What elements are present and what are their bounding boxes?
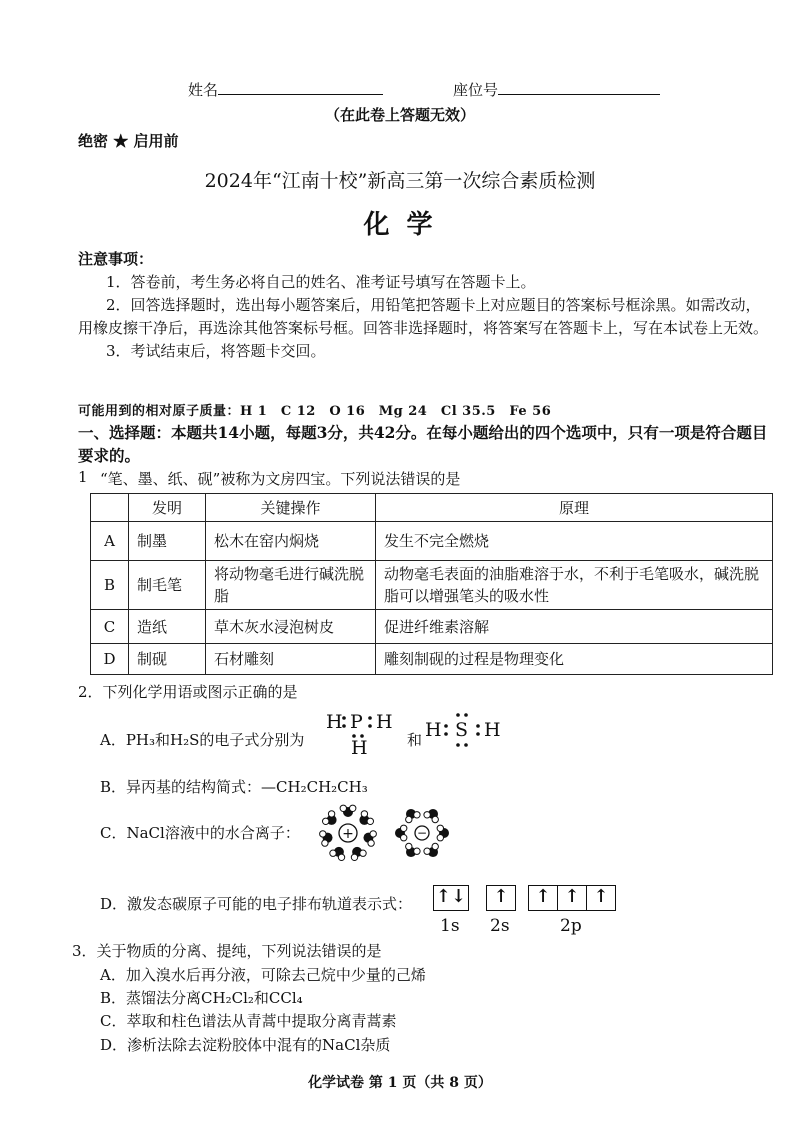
row-label: A <box>91 522 129 561</box>
section-heading: 一、选择题：本题共14小题，每题3分，共42分。在每小题给出的四个选项中，只有一项是符合题目要求的。 <box>78 423 768 465</box>
table-header-cell: 原理 <box>376 494 773 522</box>
notice-list <box>78 271 775 363</box>
water-molecule <box>320 831 333 847</box>
ph3-h-bottom: H <box>351 737 368 758</box>
notice-item: 2．回答选择题时，选出每小题答案后，用铅笔把答题卡上对应题目的答案标号框涂黑。如需改动，用橡皮擦干净后，再选涂其他答案标号框。回答非选择题时，将答案写在答题卡上，写在本试卷上无效。 <box>78 296 769 337</box>
electron-dot <box>368 724 372 728</box>
row-operation: 草木灰水浸泡树皮 <box>206 610 376 644</box>
table-header-cell <box>91 494 129 522</box>
q3-stem: 3．关于物质的分离、提纯，下列说法错误的是 <box>72 942 382 960</box>
water-molecule <box>340 805 356 817</box>
row-label: B <box>91 561 129 610</box>
orbital-2p-box <box>528 885 616 911</box>
water-molecule <box>437 825 449 841</box>
water-molecule <box>359 811 373 825</box>
hydrogen-atom <box>367 818 373 824</box>
row-operation: 松木在窑内焖烧 <box>206 522 376 561</box>
q2-option-a: A．PH₃和H₂S的电子式分别为 <box>100 731 305 749</box>
orbital-cell: ↑ <box>557 886 586 910</box>
orbital-label-2s: 2s <box>490 916 510 936</box>
orbital-label-1s: 1s <box>440 916 460 936</box>
secret-mark: 绝密 ★ 启用前 <box>78 132 179 150</box>
ph3-h-right: H <box>376 711 393 733</box>
row-operation: 石材雕刻 <box>206 644 376 675</box>
electron-dot <box>368 716 372 720</box>
electron-dot <box>342 724 346 728</box>
hydrogen-atom <box>414 848 420 854</box>
q3-option-c: C．萃取和柱色谱法从青蒿中提取分离青蒿素 <box>100 1012 397 1030</box>
exam-title: 2024年“江南十校”新高三第一次综合素质检测 <box>204 170 596 192</box>
orbital-cell: ↑ <box>535 886 551 907</box>
q1-stem: “笔、墨、纸、砚”被称为文房四宝。下列说法错误的是 <box>100 470 461 488</box>
h2s-s: S <box>455 719 469 741</box>
hydrogen-atom <box>370 831 376 837</box>
row-principle: 促进纤维素溶解 <box>376 610 773 644</box>
electron-dot <box>456 713 460 717</box>
water-molecule <box>424 843 439 857</box>
orbital-1s-box <box>433 885 469 911</box>
hydrogen-atom <box>406 843 412 849</box>
row-invention: 制墨 <box>129 522 206 561</box>
table-header-cell: 发明 <box>129 494 206 522</box>
name-field <box>188 78 383 100</box>
q2-option-c: C．NaCl溶液中的水合离子： <box>100 824 300 842</box>
row-label: D <box>91 644 129 675</box>
hydrogen-atom <box>338 854 344 860</box>
orbital-label-2p: 2p <box>560 916 582 936</box>
hydrogen-atom <box>322 840 328 846</box>
row-invention: 制砚 <box>129 644 206 675</box>
hydrogen-atom <box>424 812 430 818</box>
electron-dot <box>464 743 468 747</box>
water-molecule <box>363 831 376 847</box>
hydrogen-atom <box>401 835 407 841</box>
h2s-h-left: H <box>425 719 442 741</box>
hydrogen-atom <box>424 848 430 854</box>
water-molecule <box>395 825 407 841</box>
electron-dot <box>456 743 460 747</box>
q3-option-a: A．加入溴水后再分液，可除去己烷中少量的己烯 <box>100 966 426 984</box>
table-header-row <box>91 494 773 522</box>
atomic-masses: 可能用到的相对原子质量：H 1 C 12 O 16 Mg 24 Cl 35.5 Fe 56 <box>78 404 552 419</box>
row-principle: 发生不完全燃烧 <box>376 522 773 561</box>
subject-title: 化 学 <box>363 210 437 240</box>
hydrogen-atom <box>323 818 329 824</box>
name-blank <box>218 78 383 95</box>
hydrogen-atom <box>401 825 407 831</box>
electron-dot <box>476 724 480 728</box>
ph3-h-left: H <box>326 711 343 733</box>
row-operation: 将动物毫毛进行碱洗脱脂 <box>206 561 376 610</box>
hydrogen-atom <box>437 835 443 841</box>
notice-item: 3．考试结束后，将答题卡交回。 <box>106 342 326 360</box>
orbital-2s-box <box>486 885 516 911</box>
hydrogen-atom <box>432 816 438 822</box>
row-invention: 制毛笔 <box>129 561 206 610</box>
row-label: C <box>91 610 129 644</box>
seat-blank <box>498 78 660 95</box>
electron-dot <box>342 716 346 720</box>
anion-sign: − <box>416 826 428 840</box>
invalid-note: （在此卷上答题无效） <box>324 106 475 124</box>
water-molecule <box>406 809 421 823</box>
q1-table <box>90 493 773 675</box>
water-molecule <box>406 843 421 857</box>
q3-option-d: D．渗析法除去淀粉胶体中混有的NaCl杂质 <box>100 1036 391 1054</box>
hydrogen-atom <box>351 854 357 860</box>
orbital-cell: ↑ <box>586 886 615 910</box>
water-molecule <box>330 847 345 861</box>
notice-heading: 注意事项： <box>78 250 154 268</box>
ph3-p: P <box>350 711 363 733</box>
page-footer: 化学试卷 第 1 页（共 8 页） <box>308 1075 492 1091</box>
hydrogen-atom <box>330 850 336 856</box>
q1-number: 1 <box>78 468 88 486</box>
hydrogen-atom <box>340 805 346 811</box>
hydrogen-atom <box>320 831 326 837</box>
hydrogen-atom <box>368 840 374 846</box>
orbital-cell: ↑↓ <box>435 886 467 907</box>
table-row <box>91 522 773 561</box>
ph3-electron-formula <box>326 708 404 758</box>
row-invention: 造纸 <box>129 610 206 644</box>
table-row <box>91 561 773 610</box>
h2s-electron-formula <box>425 712 501 756</box>
seat-label: 座位号 <box>453 81 499 99</box>
q2-option-d: D．激发态碳原子可能的电子排布轨道表示式： <box>100 895 413 913</box>
q2-a-and: 和 <box>407 731 423 749</box>
q3-option-b: B．蒸馏法分离CH₂Cl₂和CCl₄ <box>100 989 303 1007</box>
seat-field <box>453 78 660 100</box>
hydrated-cation <box>320 805 377 860</box>
hydrated-anion <box>395 809 449 857</box>
hydrogen-atom <box>328 811 334 817</box>
orbital-cell: ↑ <box>493 886 509 907</box>
electron-dot <box>464 713 468 717</box>
row-principle: 动物毫毛表面的油脂难溶于水，不利于毛笔吸水，碱洗脱脂可以增强笔头的吸水性 <box>376 561 773 610</box>
hydrogen-atom <box>432 843 438 849</box>
hydrogen-atom <box>437 825 443 831</box>
water-molecule <box>323 811 337 825</box>
water-molecule <box>351 847 366 861</box>
notice-item: 1．答卷前，考生务必将自己的姓名、准考证号填写在答题卡上。 <box>106 273 536 291</box>
table-row <box>91 644 773 675</box>
hydrogen-atom <box>361 811 367 817</box>
hydrated-ions-diagram <box>314 800 459 866</box>
cation-sign: + <box>342 826 354 842</box>
table-header-cell: 关键操作 <box>206 494 376 522</box>
h2s-h-right: H <box>484 719 501 741</box>
table-row <box>91 610 773 644</box>
q2-stem: 2．下列化学用语或图示正确的是 <box>78 683 298 701</box>
electron-dot <box>476 732 480 736</box>
hydrogen-atom <box>350 805 356 811</box>
row-principle: 雕刻制砚的过程是物理变化 <box>376 644 773 675</box>
q2-option-b: B．异丙基的结构简式：—CH₂CH₂CH₃ <box>100 778 368 796</box>
hydrogen-atom <box>360 850 366 856</box>
hydrogen-atom <box>406 816 412 822</box>
electron-dot <box>444 732 448 736</box>
name-label: 姓名 <box>188 81 219 99</box>
water-molecule <box>424 809 439 823</box>
electron-dot <box>444 724 448 728</box>
hydrogen-atom <box>414 812 420 818</box>
